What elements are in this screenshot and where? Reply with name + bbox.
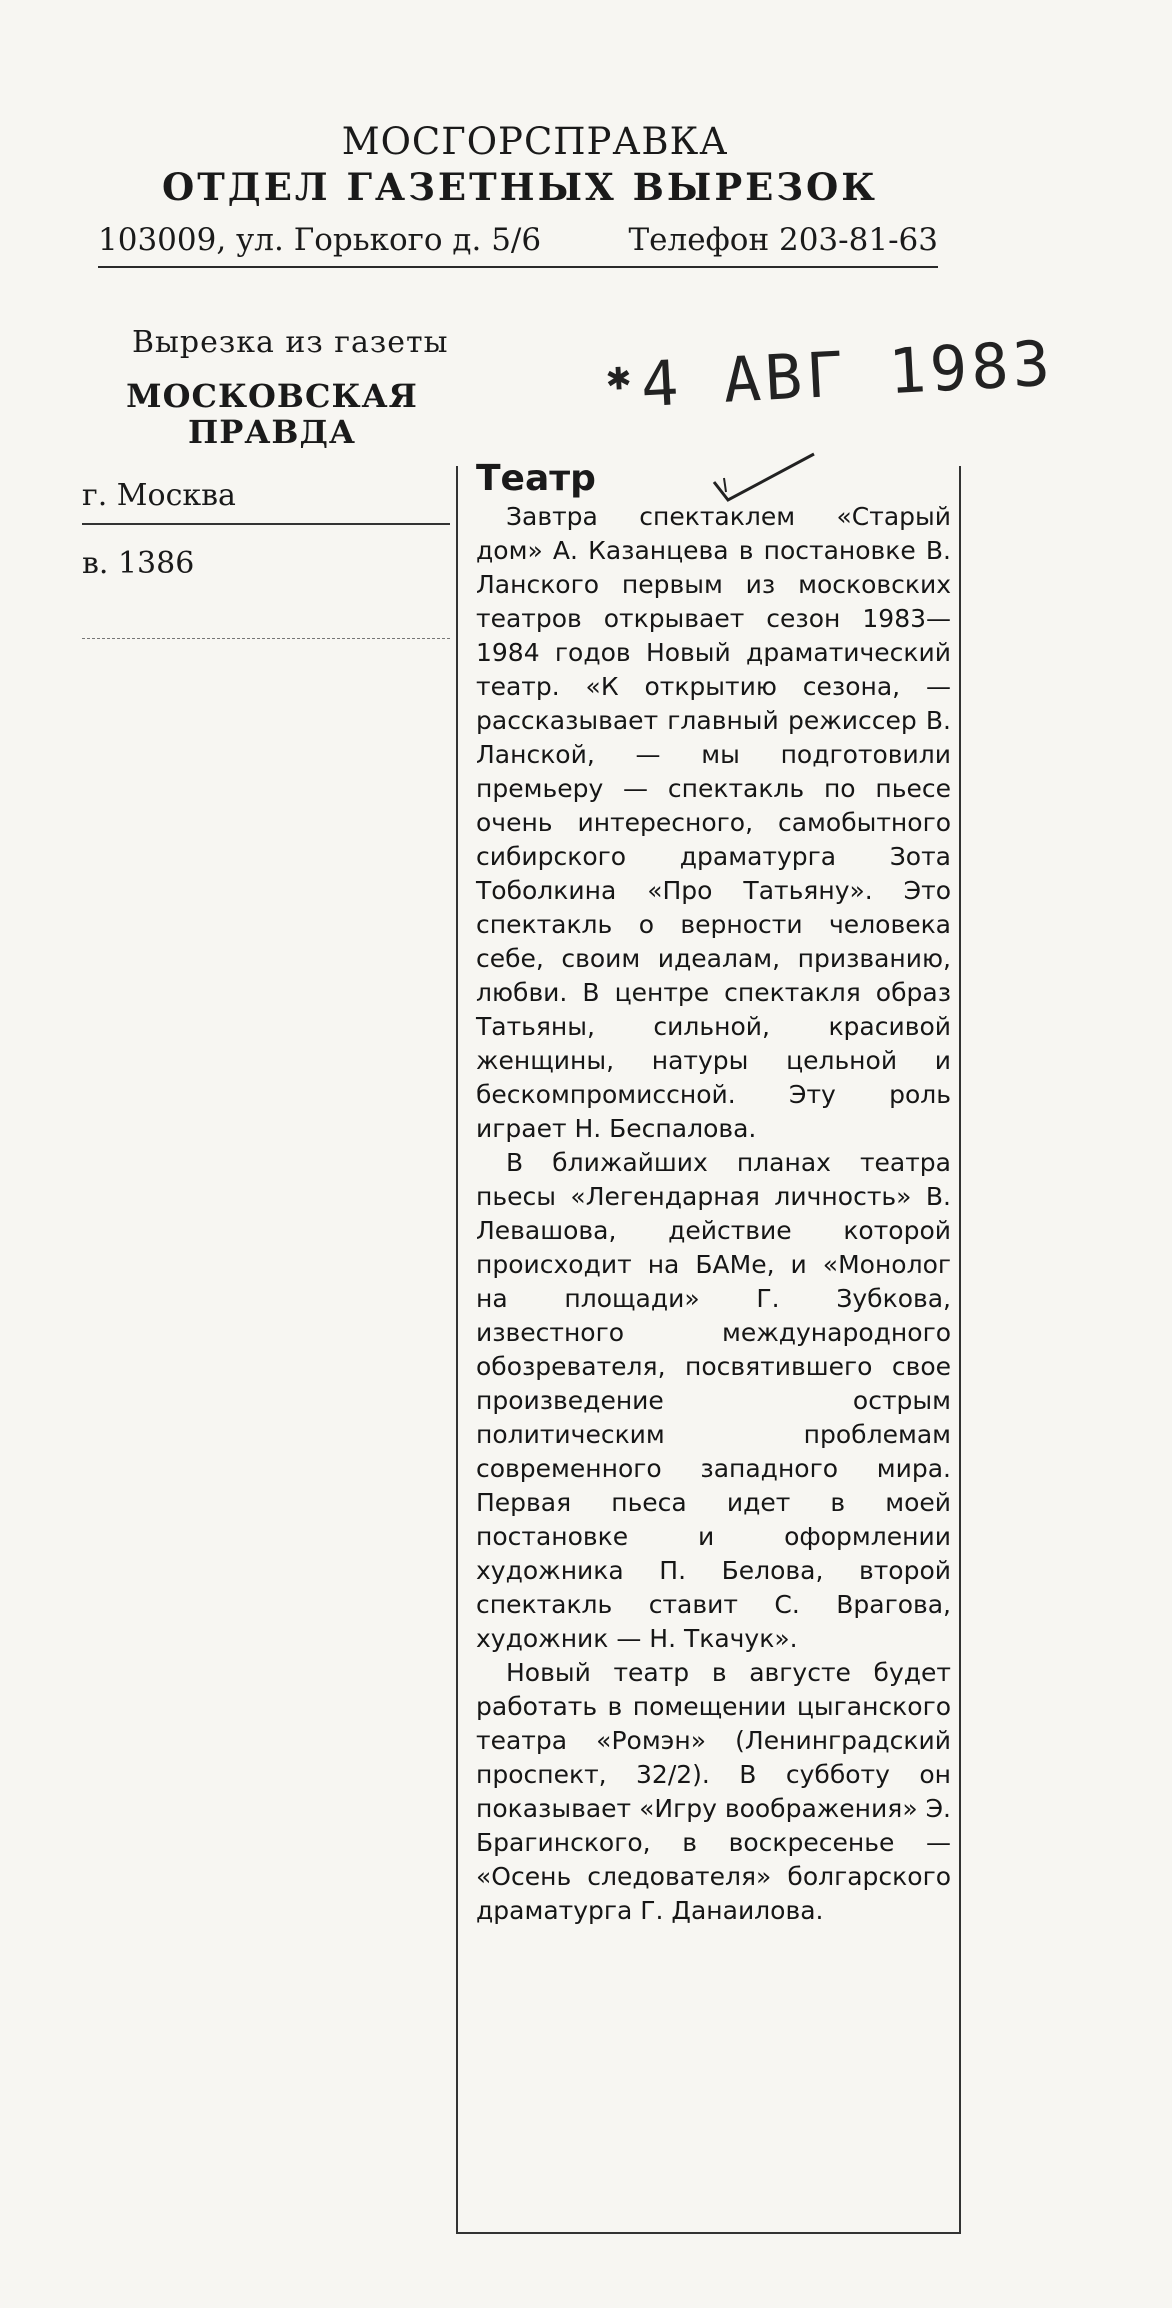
article-title: Театр: [476, 458, 596, 499]
newspaper-name: МОСКОВСКАЯ ПРАВДА: [126, 377, 418, 451]
article-paragraph: В ближайших планах театра пьесы «Легендарная личность» В. Левашова, действие которой происходит на БАМе, и «Монолог на площади» Г. Зубкова, известного международного обозревателя, посвятившего свое произведение острым политическим проблемам современного западного мира. Первая пьеса идет в моей постановке и оформлении художника П. Белова, второй спектакль ставит С. Врагова, художник — Н. Ткачук».: [476, 1148, 951, 1653]
date-stamp: [605, 327, 1056, 423]
agency-address-line: [98, 222, 938, 268]
stamp-date: 4 АВГ 1983: [639, 326, 1056, 422]
article-paragraph: Завтра спектаклем «Старый дом» А. Казанцева в постановке В. Ланского первым из московских театров открывает сезон 1983—1984 годов Новый драматический театр. «К открытию сезона, — рассказывает главный режиссер В. Ланской, — мы подготовили премьеру — спектакль по пьесе очень интересного, самобытного сибирского драматурга Зота Тоболкина «Про Татьяну». Это спектакль о верности человека себе, своим идеалам, призванию, любви. В центре спектакля образ Татьяны, сильной, красивой женщины, натуры цельной и бескомпромиссной. Эту роль играет Н. Беспалова.: [476, 502, 951, 1143]
source-issue: в. 1386: [82, 546, 195, 581]
article-column: [456, 458, 961, 2234]
source-city: г. Москва: [82, 478, 450, 525]
article-body: [476, 500, 951, 1928]
stamp-mark: ✱: [605, 352, 636, 400]
source-label: Вырезка из газеты: [132, 325, 449, 360]
clipping-source: [82, 325, 462, 450]
article-paragraph: Новый театр в августе будет работать в помещении цыганского театра «Ромэн» (Ленинградский проспект, 32/2). В субботу он показывает «Игру воображения» Э. Брагинского, в воскресенье — «Осень следователя» болгарского драматурга Г. Данаилова.: [476, 1658, 951, 1925]
agency-address: 103009, ул. Горького д. 5/6: [98, 222, 542, 258]
agency-phone: Телефон 203-81-63: [628, 222, 938, 258]
source-divider: [82, 638, 450, 639]
agency-department: ОТДЕЛ ГАЗЕТНЫХ ВЫРЕЗОК: [162, 165, 878, 209]
agency-name: МОСГОРСПРАВКА: [341, 120, 729, 163]
agency-header: [90, 120, 950, 209]
